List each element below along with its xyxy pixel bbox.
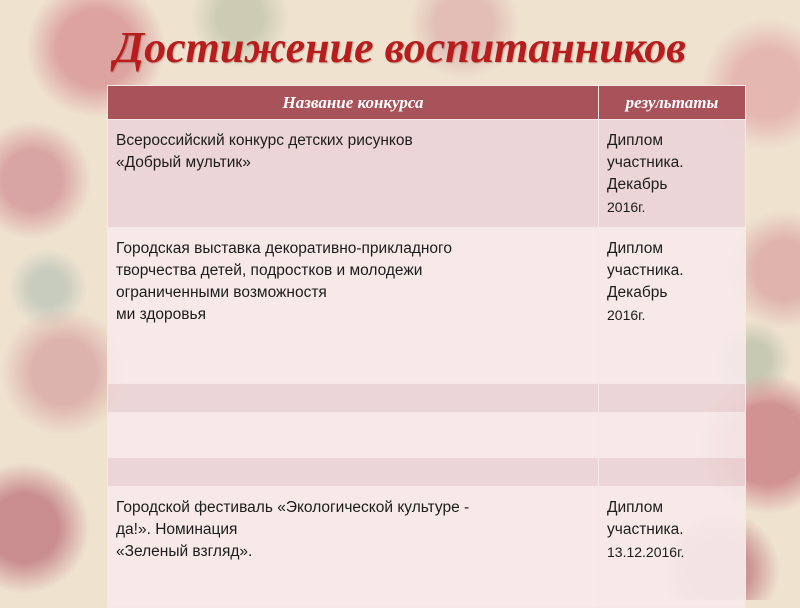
result-line: Декабрь: [607, 284, 668, 301]
result-line: участника.: [607, 521, 684, 538]
contest-name-cell: [108, 228, 599, 384]
table-header-row: [108, 86, 746, 120]
result-line: участника.: [607, 262, 684, 279]
table-row-empty: [108, 413, 746, 458]
header-results: результаты: [599, 86, 746, 120]
achievements-table: [107, 85, 746, 608]
result-line: участника.: [607, 154, 684, 171]
contest-name-line: творчества детей, подростков и молодежи: [116, 262, 423, 279]
result-cell: [599, 487, 746, 608]
result-line: 13.12.2016г.: [607, 544, 685, 560]
result-line: 2016г.: [607, 307, 646, 323]
contest-name-line: ограниченными возможностя: [116, 284, 327, 301]
result-line: Диплом: [607, 132, 664, 149]
contest-name-line: Городская выставка декоративно-прикладного: [116, 240, 452, 257]
table-row: [108, 487, 746, 608]
header-contest-name: Название конкурса: [108, 86, 599, 120]
result-cell: [599, 413, 746, 458]
contest-name-line: Всероссийский конкурс детских рисунков: [116, 132, 413, 149]
result-line: 2016г.: [607, 199, 646, 215]
contest-name-line: Городской фестиваль «Экологической культуре -: [116, 499, 470, 516]
result-cell: [599, 120, 746, 228]
contest-name-cell: [108, 413, 599, 458]
achievements-table-container: [107, 85, 745, 608]
table-row: [108, 228, 746, 384]
contest-name-line: «Зеленый взгляд».: [116, 543, 253, 560]
contest-name-line: ми здоровья: [116, 306, 206, 323]
result-cell: [599, 458, 746, 487]
contest-name-cell: [108, 487, 599, 608]
contest-name-line: «Добрый мультик»: [116, 154, 251, 171]
page-title: Достижение воспитанников: [114, 23, 686, 72]
contest-name-cell: [108, 384, 599, 413]
result-line: Декабрь: [607, 176, 668, 193]
table-row-empty: [108, 384, 746, 413]
table-row: [108, 120, 746, 228]
contest-name-cell: [108, 120, 599, 228]
contest-name-cell: [108, 458, 599, 487]
contest-name-line: да!». Номинация: [116, 521, 238, 538]
result-line: Диплом: [607, 240, 664, 257]
result-cell: [599, 228, 746, 384]
result-cell: [599, 384, 746, 413]
table-row-empty: [108, 458, 746, 487]
result-line: Диплом: [607, 499, 664, 516]
